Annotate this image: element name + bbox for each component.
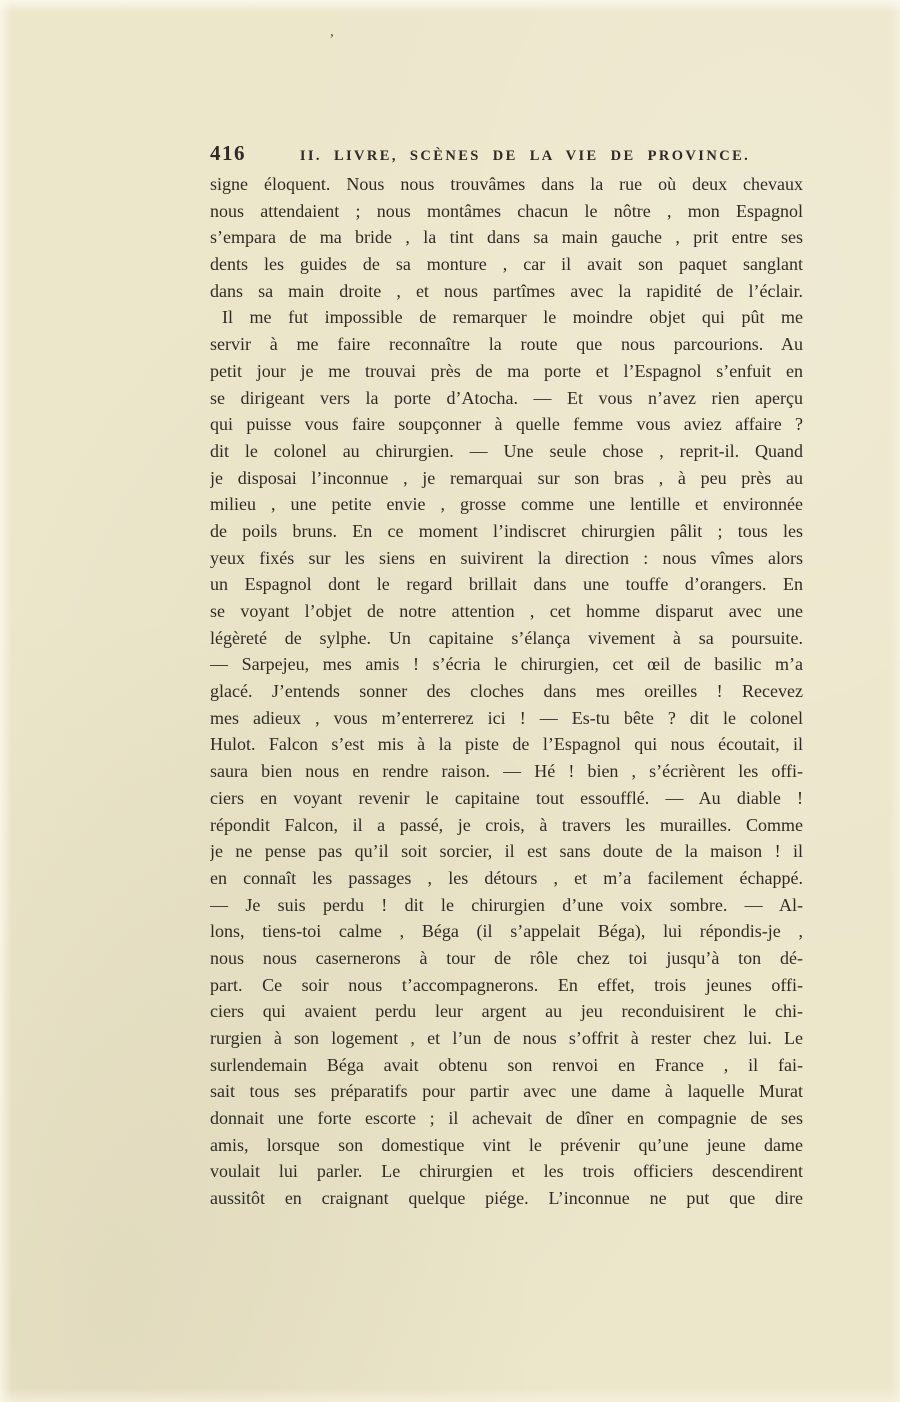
text-line: mes adieux , vous m’enterrerez ici ! — Es-tu bête ? dit le colonel [210, 707, 803, 728]
text-line: je ne pense pas qu’il soit sorcier, il est sans doute de la maison ! il [210, 841, 803, 862]
text-line: rurgien à son logement , et l’un de nous s’offrit à rester chez lui. Le [210, 1028, 803, 1048]
text-line: part. Ce soir nous t’accompagnerons. En effet, trois jeunes offi- [210, 974, 803, 995]
text-line: dents les guides de sa monture , car il avait son paquet sanglant [210, 254, 803, 275]
text-line: un Espagnol dont le regard brillait dans une touffe d’orangers. En [210, 574, 803, 595]
text-line: glacé. J’entends sonner des cloches dans mes oreilles ! Recevez [210, 681, 803, 702]
text-line: — Sarpejeu, mes amis ! s’écria le chirurgien, cet œil de basilic m’a [210, 654, 803, 675]
text-line: signe éloquent. Nous nous trouvâmes dans la rue où deux chevaux [210, 174, 803, 194]
text-line: ciers en voyant revenir le capitaine tout essoufflé. — Au diable ! [210, 787, 803, 808]
text-line: dans sa main droite , et nous partîmes avec la rapidité de l’éclair. [210, 280, 803, 301]
text-line: sait tous ses préparatifs pour partir avec une dame à laquelle Murat [210, 1081, 803, 1102]
text-line: s’empara de ma bride , la tint dans sa main gauche , prit entre ses [210, 227, 803, 248]
page-number: 416 [210, 141, 246, 165]
text-line: se voyant l’objet de notre attention , cet homme disparut avec une [210, 601, 803, 621]
text-line: ciers qui avaient perdu leur argent au jeu reconduisirent le chi- [210, 1001, 803, 1022]
text-line: dit le colonel au chirurgien. — Une seule chose , reprit-il. Quand [210, 440, 803, 461]
running-header [210, 141, 804, 166]
text-line: surlendemain Béga avait obtenu son renvoi en France , il fai- [210, 1054, 803, 1075]
text-line: servir à me faire reconnaître la route que nous parcourions. Au [210, 334, 803, 355]
text-line: se dirigeant vers la porte d’Atocha. — Et vous n’avez rien aperçu [210, 387, 803, 408]
text-line: donnait une forte escorte ; il achevait de dîner en compagnie de ses [210, 1108, 803, 1129]
text-line: milieu , une petite envie , grosse comme une lentille et environnée [210, 494, 803, 515]
text-line: lons, tiens-toi calme , Béga (il s’appelait Béga), lui répondis-je , [210, 921, 803, 942]
text-line: — Je suis perdu ! dit le chirurgien d’une voix sombre. — Al- [210, 894, 803, 915]
text-line: petit jour je me trouvai près de ma porte et l’Espagnol s’enfuit en [210, 360, 803, 381]
text-line: qui puisse vous faire soupçonner à quelle femme vous aviez affaire ? [210, 414, 803, 435]
header-title: II. LIVRE, SCÈNES DE LA VIE DE PROVINCE. [299, 148, 751, 164]
text-line: de poils bruns. En ce moment l’indiscret chirurgien pâlit ; tous les [210, 520, 803, 541]
text-line: répondit Falcon, il a passé, je crois, à travers les murailles. Comme [210, 814, 803, 835]
text-line: nous attendaient ; nous montâmes chacun le nôtre , mon Espagnol [210, 200, 803, 221]
scan-artifact: ’ [328, 31, 335, 49]
text-line: légèreté de sylphe. Un capitaine s’élança vivement à sa poursuite. [210, 627, 803, 648]
text-line: nous nous casernerons à tour de rôle chez toi jusqu’à ton dé- [210, 947, 803, 968]
text-line: aussitôt en craignant quelque piége. L’inconnue ne put que dire [210, 1188, 803, 1209]
text-line: je disposai l’inconnue , je remarquai sur son bras , à peu près au [210, 467, 803, 488]
text-line: Il me fut impossible de remarquer le moindre objet qui pût me [222, 307, 803, 328]
text-line: amis, lorsque son domestique vint le prévenir qu’une jeune dame [210, 1134, 803, 1155]
text-line: en connaît les passages , les détours , et m’a facilement échappé. [210, 867, 803, 888]
body-text [210, 171, 803, 1212]
text-line: yeux fixés sur les siens en suivirent la direction : nous vîmes alors [210, 547, 803, 568]
text-line: Hulot. Falcon s’est mis à la piste de l’Espagnol qui nous écoutait, il [210, 734, 803, 755]
text-line: saura bien nous en rendre raison. — Hé ! bien , s’écrièrent les offi- [210, 761, 803, 782]
text-line: voulait lui parler. Le chirurgien et les trois officiers descendirent [210, 1161, 803, 1182]
